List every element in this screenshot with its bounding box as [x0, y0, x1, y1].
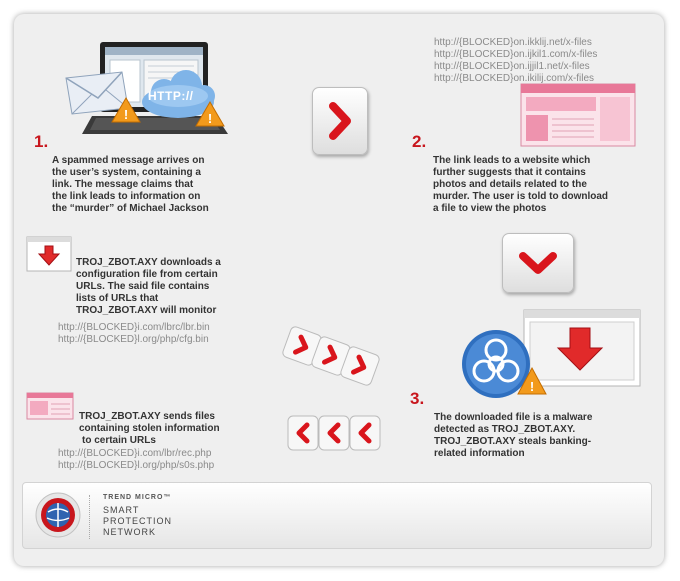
product-line-1: SMART — [103, 505, 140, 515]
http-bubble-label: HTTP:// — [148, 89, 194, 103]
step-number-1: 1. — [34, 132, 49, 151]
url-item: http://{BLOCKED}on.ijjil1.net/x-files — [434, 61, 590, 72]
svg-text:!: ! — [123, 107, 129, 122]
malicious-website-icon — [520, 83, 638, 149]
url-item: http://{BLOCKED}on.ikilij.com/x-files — [434, 73, 595, 84]
chevron-right-icon — [313, 88, 367, 154]
stolen-data-page-icon — [26, 392, 76, 422]
step-number-2: 2. — [412, 132, 427, 151]
url-item: http://{BLOCKED}on.ijkil1.com/x-files — [434, 49, 598, 60]
brand-name: TREND MICRO™ — [103, 494, 172, 501]
chevron-down-icon — [503, 234, 573, 292]
config-download-icon — [26, 236, 74, 274]
send-config-arrows — [282, 318, 384, 394]
down-arrow-box — [502, 233, 574, 293]
url-item: http://{BLOCKED}i.com/lbrc/lbr.bin — [58, 322, 210, 333]
send-stolen-data-arrows — [286, 410, 382, 456]
url-item: http://{BLOCKED}i.com/lbr/rec.php — [58, 448, 212, 459]
footer-divider — [89, 495, 91, 539]
next-arrow-box — [312, 87, 368, 155]
spam-illustration — [60, 36, 230, 146]
step-1-description: A spammed message arrives on the user’s system, containing a link. The message claims that the link leads to information on the “murder” of Michael Jackson — [52, 155, 209, 214]
biohazard-icon — [462, 330, 530, 398]
url-item: http://{BLOCKED}on.ikklij.net/x-files — [434, 37, 592, 48]
step-3-description: The downloaded file is a malware detected as TROJ_ZBOT.AXY. TROJ_ZBOT.AXY steals banking- related information — [434, 412, 593, 459]
footer-bar — [22, 482, 652, 549]
step-number-3: 3. — [410, 389, 425, 408]
step-2-description: The link leads to a website which further suggests that it contains photos and details related to the murder. The user is told to download a file to view the photos — [433, 155, 609, 214]
redirect-url-list — [434, 37, 597, 85]
trend-micro-globe-logo — [35, 492, 81, 538]
product-line-2: PROTECTION — [103, 516, 173, 526]
config-description: TROJ_ZBOT.AXY downloads a configuration file from certain URLs. The said file contains lists of URLs that TROJ_ZBOT.AXY will monitor — [76, 257, 221, 316]
config-url-list — [58, 322, 210, 346]
send-description: TROJ_ZBOT.AXY sends files containing stolen information to certain URLs — [79, 411, 220, 446]
send-url-list — [58, 448, 214, 472]
svg-text:!: ! — [529, 379, 535, 394]
email-envelope-icon — [66, 72, 128, 114]
svg-text:!: ! — [207, 111, 213, 126]
url-item: http://{BLOCKED}l.org/php/s0s.php — [58, 460, 215, 471]
malware-download-illustration — [458, 308, 644, 402]
download-window-icon — [524, 310, 640, 386]
url-item: http://{BLOCKED}l.org/php/cfg.bin — [58, 334, 209, 345]
product-line-3: NETWORK — [103, 527, 156, 537]
